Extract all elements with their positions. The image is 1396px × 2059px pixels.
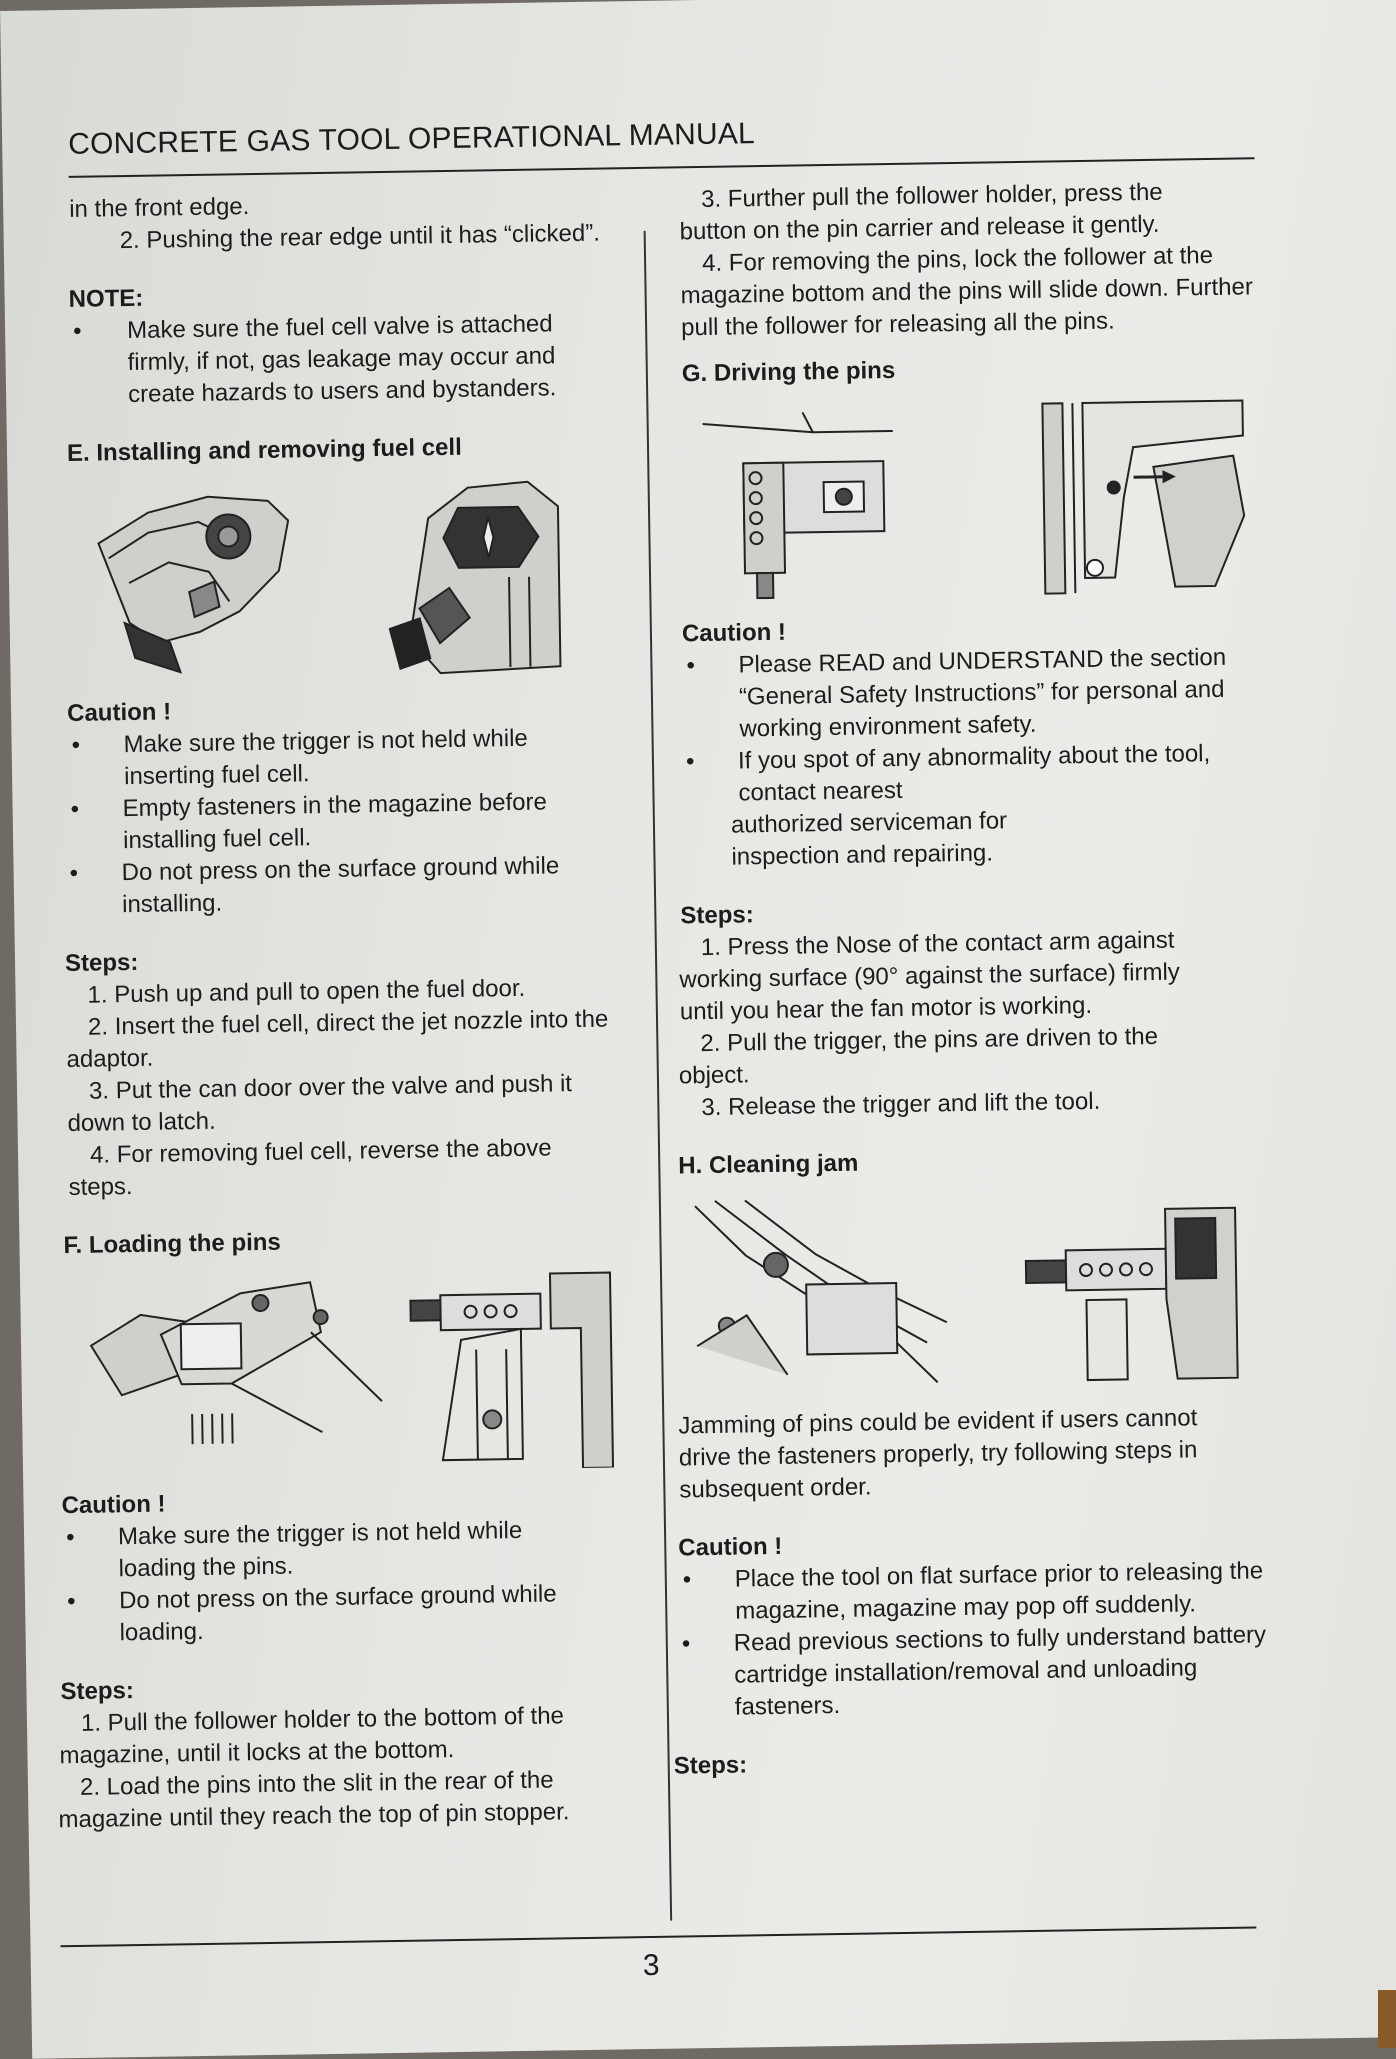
step-e-4: 4. For removing fuel cell, reverse the above steps. xyxy=(68,1132,599,1204)
footer-rule xyxy=(60,1926,1256,1947)
section-g-title: G. Driving the pins xyxy=(682,349,1262,390)
steps-heading-h: Steps: xyxy=(673,1741,1283,1783)
background-edge xyxy=(1378,1990,1396,2048)
step-e-2: 2. Insert the fuel cell, direct the jet nozzle into the adaptor. xyxy=(66,1003,617,1076)
caution-e-3: • Do not press on the surface ground while installing. xyxy=(63,850,592,922)
step-f-4: 4. For removing the pins, lock the follower at the magazine bottom and the pins will slide down. Further pull the follower for releasing all the pins. xyxy=(680,239,1261,344)
step-f-1: 1. Pull the follower holder to the bottom of the magazine, until it locks at the bottom. xyxy=(59,1699,620,1772)
note-bullet: • Make sure the fuel cell valve is attached firmly, if not, gas leakage may occur and create hazards to users and bystanders. xyxy=(67,308,588,412)
driving-pins-illustration xyxy=(692,395,1255,604)
section-e-title: E. Installing and removing fuel cell xyxy=(67,429,623,470)
step-f-2: 2. Load the pins into the slit in the rear of the magazine until they reach the top of pin stopper. xyxy=(58,1763,629,1836)
note-heading: NOTE: xyxy=(68,275,620,316)
step-f-3: 3. Further pull the follower holder, press the button on the pin carrier and release it gently. xyxy=(679,176,1220,248)
caution-f-1: • Make sure the trigger is not held while loading the pins. xyxy=(60,1514,589,1586)
section-f-title: F. Loading the pins xyxy=(63,1221,635,1262)
loading-pins-illustration xyxy=(80,1267,623,1475)
caution-g-2: • If you spot of any abnormality about the tool, contact nearest xyxy=(680,738,1239,811)
column-divider xyxy=(644,231,673,1921)
cleaning-jam-illustration xyxy=(685,1188,1248,1397)
section-h-title: H. Cleaning jam xyxy=(678,1141,1274,1182)
right-column xyxy=(679,175,1284,1782)
cleaning-jam-intro: Jamming of pins could be evident if users cannot drive the fasteners properly, try following steps in subsequent order. xyxy=(678,1402,1249,1507)
steps-heading-e: Steps: xyxy=(65,939,631,980)
fuel-cell-illustration xyxy=(88,475,611,683)
step-g-2: 2. Pull the trigger, the pins are driven to the object. xyxy=(678,1020,1219,1092)
left-column xyxy=(53,185,645,1836)
continued-line: in the front edge. xyxy=(69,185,619,226)
caution-h-2: • Read previous sections to fully understand battery cartridge installation/removal and unloading fasteners. xyxy=(676,1619,1275,1724)
steps-heading-f: Steps: xyxy=(60,1667,642,1708)
caution-f-2: • Do not press on the surface ground while loading. xyxy=(61,1578,590,1650)
caution-g-2-continued: authorized serviceman for inspection and repairing. xyxy=(731,805,1032,874)
steps-heading-g: Steps: xyxy=(680,891,1270,932)
caution-heading-g: Caution ! xyxy=(682,609,1266,650)
continued-step: 2. Pushing the rear edge until it has “clicked”. xyxy=(119,217,619,257)
step-g-3: 3. Release the trigger and lift the tool. xyxy=(679,1084,1219,1124)
step-e-3: 3. Put the can door over the valve and push it down to latch. xyxy=(67,1067,618,1140)
page-number: 3 xyxy=(643,1949,660,1983)
caution-heading-h: Caution ! xyxy=(678,1523,1280,1564)
caution-e-2: • Empty fasteners in the magazine before installing fuel cell. xyxy=(64,786,593,858)
caution-heading-f: Caution ! xyxy=(61,1481,639,1522)
step-e-1: 1. Push up and pull to open the fuel door. xyxy=(65,971,615,1012)
step-g-1: 1. Press the Nose of the contact arm against working surface (90° against the surface) firmly until you hear the fan motor is working. xyxy=(679,924,1230,1029)
caution-e-1: • Make sure the trigger is not held while inserting fuel cell. xyxy=(65,722,594,794)
caution-g-1: • Please READ and UNDERSTAND the section “General Safety Instructions” for personal and working environment safety. xyxy=(680,642,1239,747)
page-header: CONCRETE GAS TOOL OPERATIONAL MANUAL xyxy=(68,117,755,162)
header-rule xyxy=(69,157,1255,178)
caution-h-1: • Place the tool on flat surface prior to releasing the magazine, magazine may pop off suddenly. xyxy=(677,1555,1276,1628)
caution-heading-e: Caution ! xyxy=(67,689,627,730)
